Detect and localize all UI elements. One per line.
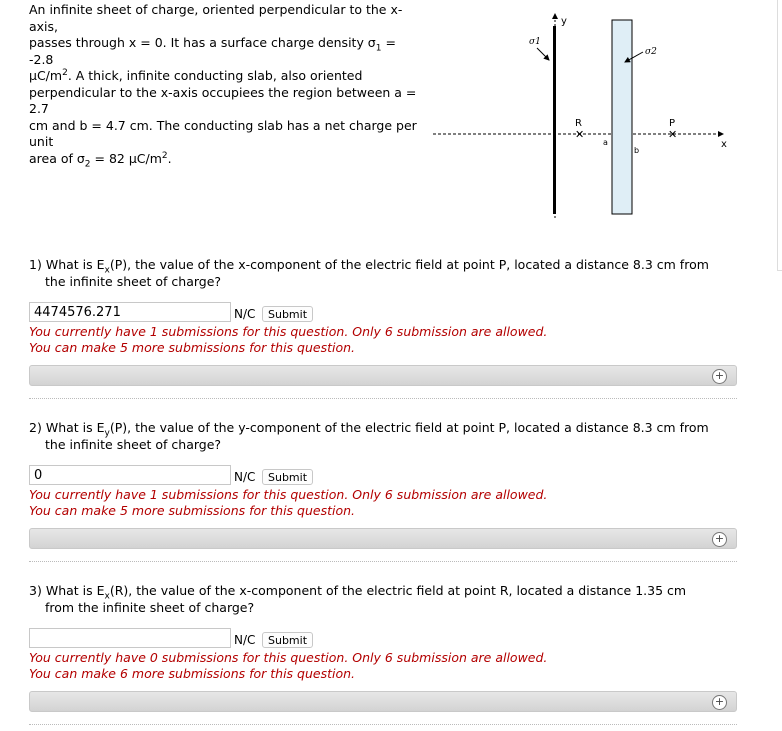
submission-count-text: You currently have 0 submissions for this question. Only 6 submission are allowed. (29, 650, 548, 665)
b-label: b (634, 146, 640, 155)
problem-line: cm and b = 4.7 cm. The conducting slab has a net charge per unit (29, 117, 417, 149)
unit-label: N/C (234, 307, 256, 321)
submission-status-2 (29, 487, 547, 518)
conducting-slab (612, 20, 632, 214)
point-p-mark: ✕ (668, 128, 678, 141)
unit-label: N/C (234, 633, 256, 647)
submit-button-2[interactable]: Submit (262, 469, 313, 485)
point-p-label: P (669, 118, 676, 129)
problem-line: $\mu C/m^2$. A thick, infinite conducting slab, also oriented (29, 67, 363, 83)
unit-label: N/C (234, 470, 256, 484)
question-2-text: 2) What is $E_y(P)$, the value of the y-component of the electric field at point P, located a distance 8.3 cm from the infinite sheet of charge? (29, 420, 709, 452)
submission-count-text: You currently have 1 submissions for this question. Only 6 submission are allowed. (29, 324, 548, 339)
plus-icon[interactable]: + (712, 695, 727, 710)
problem-line: passes through x = 0. It has a surface charge density $\sigma_1 = -2.8$ (29, 35, 396, 67)
sigma1-arrow (537, 48, 549, 60)
divider (29, 398, 737, 399)
y-axis-label: y (561, 16, 567, 27)
charge-sheet (553, 26, 556, 214)
sigma1-label: σ1 (529, 37, 541, 47)
question-1-text: 1) What is $E_x(P)$, the value of the x-component of the electric field at point P, located a distance 8.3 cm from the infinite sheet of charge? (29, 257, 709, 289)
problem-line: perpendicular to the x-axis occupiees the region between a = 2.7 (29, 84, 417, 116)
expand-bar-2[interactable] (29, 528, 737, 549)
expand-bar-1[interactable] (29, 365, 737, 386)
page-scrollbar[interactable] (777, 0, 782, 271)
answer-input-1[interactable] (29, 302, 231, 322)
question-3-text: 3) What is $E_x(R)$, the value of the x-component of the electric field at point R, located a distance 1.35 cm from the infinite sheet of charge? (29, 583, 687, 615)
divider (29, 561, 737, 562)
submission-remaining-text: You can make 6 more submissions for this question. (29, 665, 356, 681)
divider (29, 724, 737, 725)
answer-input-3[interactable] (29, 628, 231, 648)
submission-status-3 (29, 650, 547, 681)
question-1 (29, 256, 719, 290)
point-r-mark: ✕ (575, 128, 585, 141)
submission-remaining-text: You can make 5 more submissions for this question. (29, 502, 356, 518)
x-axis-label: x (721, 139, 727, 150)
submission-count-text: You currently have 1 submissions for this question. Only 6 submission are allowed. (29, 487, 548, 502)
question-2 (29, 419, 719, 453)
submission-status-1 (29, 324, 547, 355)
problem-line: An infinite sheet of charge, oriented perpendicular to the x-axis, (29, 2, 403, 34)
plus-icon[interactable]: + (712, 532, 727, 547)
charge-diagram (425, 8, 745, 223)
submission-remaining-text: You can make 5 more submissions for this question. (29, 339, 356, 355)
plus-icon[interactable]: + (712, 369, 727, 384)
submit-button-3[interactable]: Submit (262, 632, 313, 648)
question-3 (29, 582, 719, 616)
problem-statement (29, 2, 419, 167)
point-r-label: R (575, 118, 582, 129)
sigma2-label: σ2 (645, 47, 657, 57)
expand-bar-3[interactable] (29, 691, 737, 712)
submit-button-1[interactable]: Submit (262, 306, 313, 322)
a-label: a (603, 138, 608, 147)
answer-input-2[interactable] (29, 465, 231, 485)
problem-line: area of $\sigma_2 = 82$ $\mu C/m^2$. (29, 150, 172, 169)
